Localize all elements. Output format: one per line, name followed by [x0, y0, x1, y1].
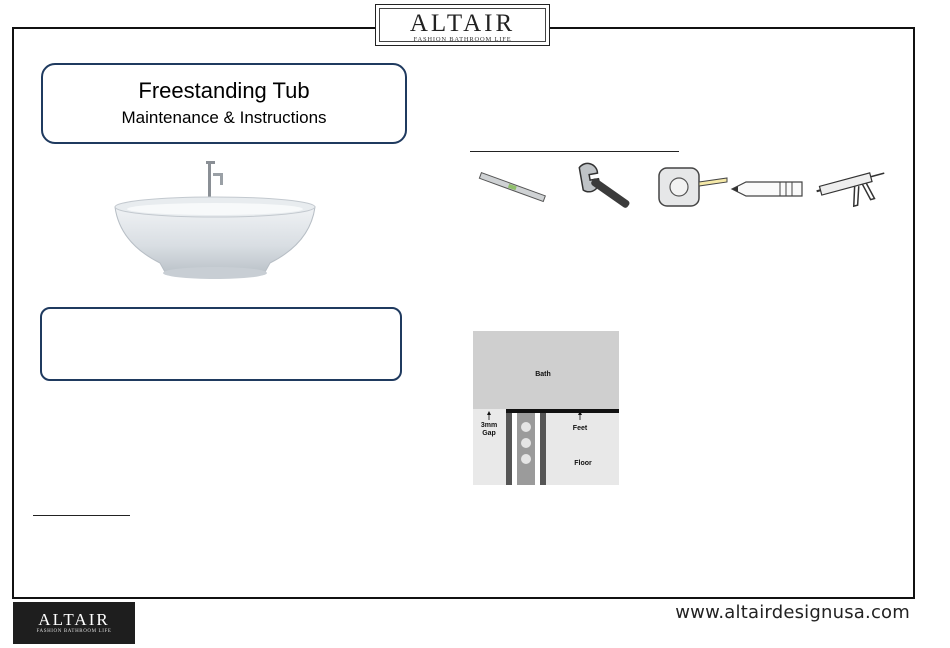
caulking-gun-icon [815, 166, 890, 211]
tools-heading-underline [470, 151, 679, 152]
bath-gap-diagram [473, 331, 619, 485]
diagram-label-gap-size: 3mm [480, 422, 498, 429]
diagram-label-feet: Feet [572, 425, 588, 432]
page-title: Freestanding Tub [138, 78, 310, 103]
pencil-icon [730, 178, 805, 200]
tape-measure-icon [655, 164, 730, 209]
level-icon [476, 168, 548, 208]
footer-logo-brand: ALTAIR [38, 610, 110, 629]
section-heading-underline [33, 515, 130, 516]
page-subtitle: Maintenance & Instructions [121, 108, 327, 127]
footer-logo-tagline: FASHION BATHROOM LIFE [36, 629, 112, 634]
wrench-icon [567, 162, 635, 216]
footer-logo [13, 602, 135, 644]
website-link[interactable]: www.altairdesignusa.com [675, 602, 910, 623]
header-logo [375, 4, 550, 46]
header-logo-tagline: FASHION BATHROOM LIFE [413, 36, 512, 43]
diagram-label-gap: Gap [482, 430, 496, 437]
diagram-label-floor: Floor [574, 460, 592, 467]
bathtub-image [110, 155, 320, 285]
title-box [41, 63, 407, 144]
diagram-label-bath: Bath [535, 371, 551, 378]
info-box [40, 307, 402, 381]
header-logo-brand: ALTAIR [409, 10, 516, 37]
